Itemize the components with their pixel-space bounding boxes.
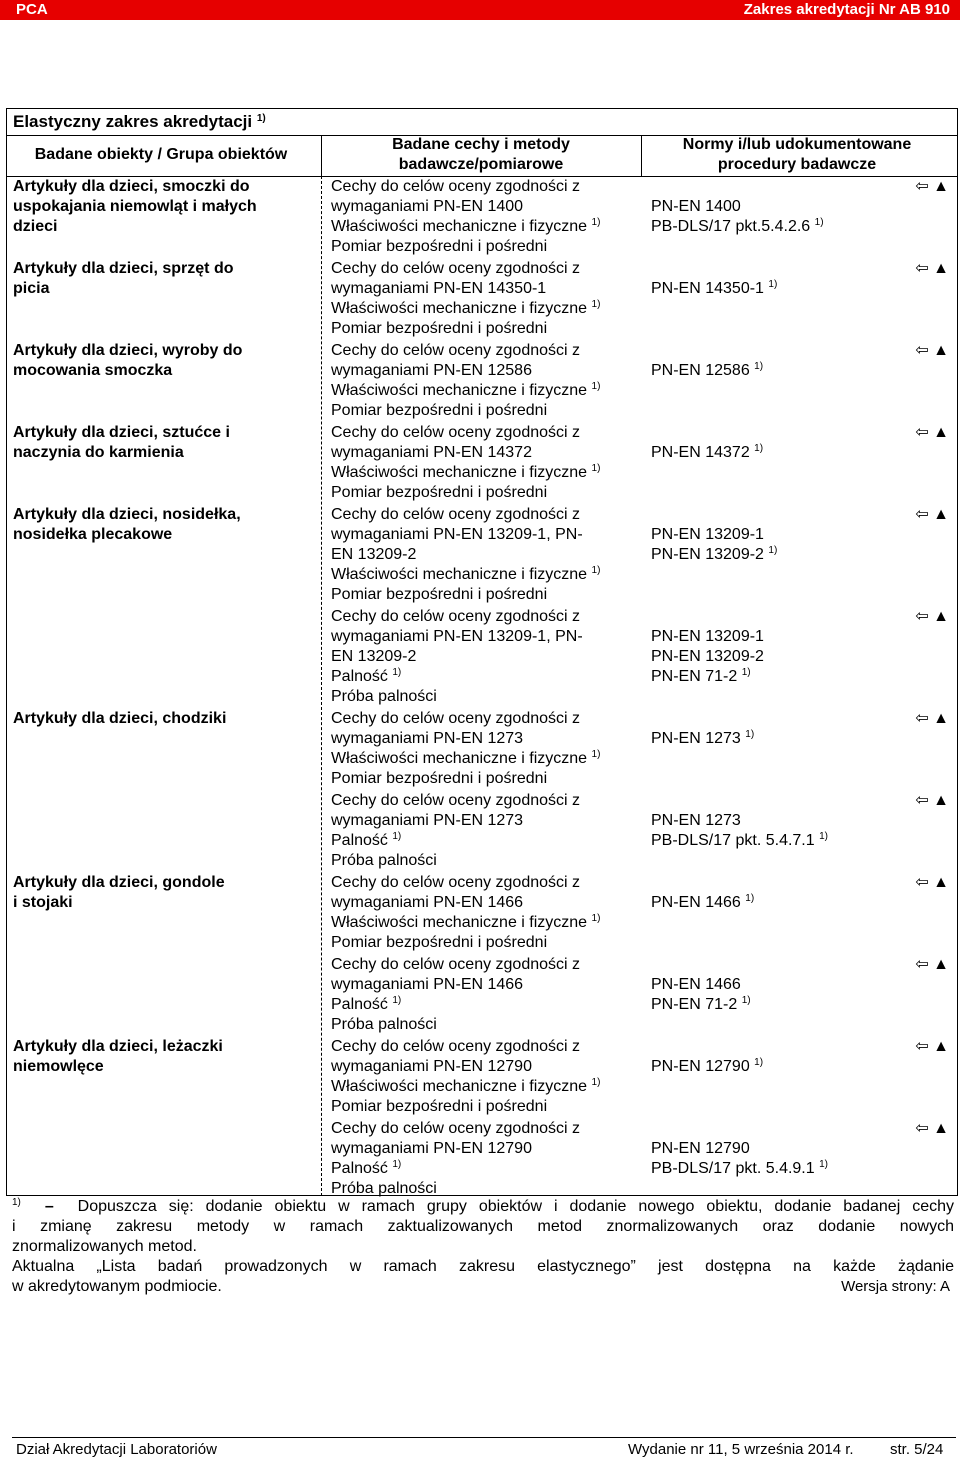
arrow-triangle-icon: ⇦ ▲ — [915, 792, 949, 809]
method-line: wymaganiami PN-EN 13209-1, PN- — [331, 526, 583, 543]
object-label: Artykuły dla dzieci, smoczki do — [13, 178, 250, 195]
footnote-line-4: Aktualna „Lista badań prowadzonych w ramach zakresu elastycznego” jest dostępna na każde żądanie — [12, 1258, 954, 1275]
method-line: Cechy do celów oceny zgodności z — [331, 710, 581, 727]
arrow-triangle-icon: ⇦ ▲ — [915, 1038, 949, 1055]
method-line: EN 13209-2 — [331, 648, 417, 665]
method-line: wymaganiami PN-EN 1400 — [331, 198, 524, 215]
method-line: Próba palności — [331, 852, 437, 869]
method-line: Cechy do celów oceny zgodności z — [331, 874, 581, 891]
arrow-triangle-icon: ⇦ ▲ — [915, 956, 949, 973]
method-line: wymaganiami PN-EN 14350-1 — [331, 280, 547, 297]
footnote-line-5: w akredytowanym podmiocie. Wersja strony: A — [12, 1278, 950, 1295]
method-line: Palność $^{1)}$ — [331, 1159, 402, 1177]
norm-line: PN-EN 1273 — [651, 812, 741, 829]
method-line: Cechy do celów oceny zgodności z — [331, 1120, 581, 1137]
arrow-triangle-icon: ⇦ ▲ — [915, 506, 949, 523]
col-header-methods-1: Badane cechy i metody — [392, 136, 570, 153]
arrow-triangle-icon: ⇦ ▲ — [915, 608, 949, 625]
method-line: Cechy do celów oceny zgodności z — [331, 956, 581, 973]
method-line: Cechy do celów oceny zgodności z — [331, 608, 581, 625]
arrow-triangle-icon: ⇦ ▲ — [915, 342, 949, 359]
col-header-norms-1: Normy i/lub udokumentowane — [682, 136, 912, 153]
norm-line: PN-EN 12790 $^{1)}$ — [651, 1057, 764, 1075]
method-line: Cechy do celów oceny zgodności z — [331, 342, 581, 359]
norm-line: PN-EN 13209-1 — [651, 628, 764, 645]
footer-department: Dział Akredytacji Laboratoriów — [16, 1441, 217, 1458]
method-line: Pomiar bezpośredni i pośredni — [331, 586, 548, 603]
method-line: Pomiar bezpośredni i pośredni — [331, 934, 548, 951]
method-line: Właściwości mechaniczne i fizyczne $^{1)}$ — [331, 1077, 601, 1095]
arrow-triangle-icon: ⇦ ▲ — [915, 178, 949, 195]
method-line: Pomiar bezpośredni i pośredni — [331, 238, 548, 255]
object-label: Artykuły dla dzieci, chodziki — [13, 710, 227, 727]
object-label: Artykuły dla dzieci, nosidełka, — [13, 506, 241, 523]
method-line: wymaganiami PN-EN 12790 — [331, 1058, 532, 1075]
method-line: Pomiar bezpośredni i pośredni — [331, 1098, 548, 1115]
footer-issue: Wydanie nr 11, 5 września 2014 r. — [628, 1441, 854, 1458]
method-line: wymaganiami PN-EN 1466 — [331, 894, 524, 911]
header-left: PCA — [16, 1, 48, 18]
norm-line: PB-DLS/17 pkt. 5.4.7.1 $^{1)}$ — [651, 831, 829, 849]
method-line: EN 13209-2 — [331, 546, 417, 563]
object-label: niemowlęce — [13, 1058, 104, 1075]
norm-line: PB-DLS/17 pkt. 5.4.9.1 $^{1)}$ — [651, 1159, 829, 1177]
norm-line: PB-DLS/17 pkt.5.4.2.6 $^{1)}$ — [651, 217, 824, 235]
footnote-line-3: znormalizowanych metod. — [12, 1238, 197, 1255]
arrow-triangle-icon: ⇦ ▲ — [915, 874, 949, 891]
norm-line: PN-EN 12586 $^{1)}$ — [651, 361, 764, 379]
method-line: Pomiar bezpośredni i pośredni — [331, 484, 548, 501]
norm-line: PN-EN 1273 $^{1)}$ — [651, 729, 755, 747]
object-label: nosidełka plecakowe — [13, 526, 173, 543]
method-line: Palność $^{1)}$ — [331, 667, 402, 685]
method-line: Pomiar bezpośredni i pośredni — [331, 320, 548, 337]
method-line: Próba palności — [331, 1180, 437, 1197]
norm-line: PN-EN 12790 — [651, 1140, 750, 1157]
method-line: Właściwości mechaniczne i fizyczne $^{1)}$ — [331, 463, 601, 481]
method-line: Właściwości mechaniczne i fizyczne $^{1)}$ — [331, 913, 601, 931]
col-header-objects: Badane obiekty / Grupa obiektów — [34, 146, 288, 163]
norm-line: PN-EN 71-2 $^{1)}$ — [651, 995, 751, 1013]
arrow-triangle-icon: ⇦ ▲ — [915, 1120, 949, 1137]
object-label: naczynia do karmienia — [13, 444, 184, 461]
object-label: uspokajania niemowląt i małych — [13, 198, 257, 215]
method-line: Cechy do celów oceny zgodności z — [331, 506, 581, 523]
norm-line: PN-EN 1466 — [651, 976, 741, 993]
object-label: dzieci — [13, 218, 58, 235]
method-line: Pomiar bezpośredni i pośredni — [331, 402, 548, 419]
footnote-line-1: $^{1)}$ – Dopuszcza się: dodanie obiektu w ramach grupy obiektów i dodanie nowego obiektu, dodanie badanej cechy — [12, 1197, 955, 1215]
object-label: Artykuły dla dzieci, gondole — [13, 874, 225, 891]
norm-line: PN-EN 13209-2 $^{1)}$ — [651, 545, 778, 563]
method-line: wymaganiami PN-EN 13209-1, PN- — [331, 628, 583, 645]
method-line: Palność $^{1)}$ — [331, 995, 402, 1013]
method-line: Właściwości mechaniczne i fizyczne $^{1)}$ — [331, 381, 601, 399]
object-label: picia — [13, 280, 50, 297]
object-label: Artykuły dla dzieci, wyroby do — [13, 342, 243, 359]
header-right: Zakres akredytacji Nr AB 910 — [743, 1, 950, 18]
method-line: wymaganiami PN-EN 12586 — [331, 362, 532, 379]
page-header — [0, 0, 960, 20]
norm-line: PN-EN 14350-1 $^{1)}$ — [651, 279, 778, 297]
method-line: Cechy do celów oceny zgodności z — [331, 260, 581, 277]
object-label: mocowania smoczka — [13, 362, 173, 379]
object-label: Artykuły dla dzieci, leżaczki — [13, 1038, 223, 1055]
col-header-methods-2: badawcze/pomiarowe — [398, 156, 564, 173]
method-line: wymaganiami PN-EN 1273 — [331, 730, 524, 747]
table-title: Elastyczny zakres akredytacji $^{1)}$ — [13, 112, 266, 131]
norm-line: PN-EN 1400 — [651, 198, 741, 215]
object-label: Artykuły dla dzieci, sztućce i — [13, 424, 230, 441]
method-line: wymaganiami PN-EN 1273 — [331, 812, 524, 829]
norm-line: PN-EN 71-2 $^{1)}$ — [651, 667, 751, 685]
method-line: Palność $^{1)}$ — [331, 831, 402, 849]
method-line: Właściwości mechaniczne i fizyczne $^{1)}$ — [331, 299, 601, 317]
method-line: Cechy do celów oceny zgodności z — [331, 792, 581, 809]
method-line: wymaganiami PN-EN 14372 — [331, 444, 532, 461]
method-line: Właściwości mechaniczne i fizyczne $^{1)}$ — [331, 565, 601, 583]
method-line: Właściwości mechaniczne i fizyczne $^{1)}$ — [331, 217, 601, 235]
scope-table — [6, 108, 958, 1196]
object-label: Artykuły dla dzieci, sprzęt do — [13, 260, 234, 277]
method-line: wymaganiami PN-EN 12790 — [331, 1140, 532, 1157]
norm-line: PN-EN 14372 $^{1)}$ — [651, 443, 764, 461]
footnote-line-2: i zmianę zakresu metody w ramach zaktualizowanych metod znormalizowanych oraz dodanie nowych — [12, 1218, 954, 1235]
norm-line: PN-EN 13209-2 — [651, 648, 764, 665]
norm-line: PN-EN 1466 $^{1)}$ — [651, 893, 755, 911]
col-header-norms-2: procedury badawcze — [717, 156, 877, 173]
method-line: Próba palności — [331, 688, 437, 705]
footer-page-number: str. 5/24 — [890, 1441, 944, 1458]
method-line: Cechy do celów oceny zgodności z — [331, 1038, 581, 1055]
method-line: Cechy do celów oceny zgodności z — [331, 178, 581, 195]
arrow-triangle-icon: ⇦ ▲ — [915, 260, 949, 277]
norm-line: PN-EN 13209-1 — [651, 526, 764, 543]
arrow-triangle-icon: ⇦ ▲ — [915, 424, 949, 441]
method-line: wymaganiami PN-EN 1466 — [331, 976, 524, 993]
method-line: Cechy do celów oceny zgodności z — [331, 424, 581, 441]
method-line: Pomiar bezpośredni i pośredni — [331, 770, 548, 787]
arrow-triangle-icon: ⇦ ▲ — [915, 710, 949, 727]
method-line: Właściwości mechaniczne i fizyczne $^{1)}$ — [331, 749, 601, 767]
method-line: Próba palności — [331, 1016, 437, 1033]
page-version: Wersja strony: A — [841, 1278, 950, 1295]
object-label: i stojaki — [13, 894, 73, 911]
